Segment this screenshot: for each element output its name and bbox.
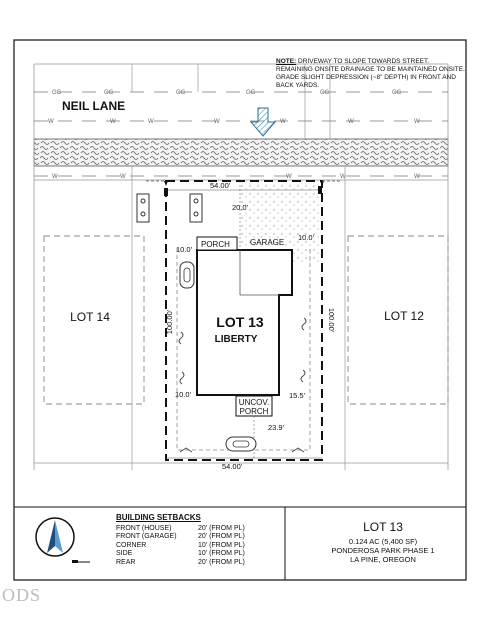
street-name: NEIL LANE xyxy=(62,99,126,113)
house-plan-name: LIBERTY xyxy=(214,334,258,345)
watermark-logo: ODS xyxy=(2,585,42,605)
utility-line-label: GG xyxy=(392,90,402,96)
building-setbacks-table xyxy=(116,514,245,567)
dim-right-rear-side: 15.5' xyxy=(289,391,306,400)
utility-line-label: W xyxy=(414,174,420,180)
dim-rear-width: 54.00' xyxy=(222,462,243,471)
utility-line-label: W xyxy=(214,119,220,125)
setback-row xyxy=(116,542,245,551)
note-text: DRIVEWAY TO SLOPE TOWARDS STREET. REMAINING ONSITE DRAINAGE TO BE MAINTAINED ONSITE. GRADE SLIGHT DEPRESSION (~8" DEPTH) IN FRONT AND BACK YARDS. xyxy=(276,58,465,89)
setback-value: 20' (FROM PL) xyxy=(198,558,245,566)
lot-13-title: LOT 13 xyxy=(216,314,264,330)
utility-line-label: W xyxy=(414,119,420,125)
setback-row xyxy=(116,559,245,568)
setback-value: 20' (FROM PL) xyxy=(198,533,245,540)
dim-right-front-side: 10.0' xyxy=(298,233,315,242)
utility-line-label: GG xyxy=(52,90,62,96)
porch-label: PORCH xyxy=(201,240,230,249)
dim-front-setback: 20.0' xyxy=(232,203,249,212)
lot-12-label: LOT 12 xyxy=(384,309,424,323)
setback-label: FRONT (HOUSE) xyxy=(116,524,172,532)
dim-right-depth: 100.00' xyxy=(327,307,336,333)
setback-label: FRONT (GARAGE) xyxy=(116,533,177,540)
utility-line-label: W xyxy=(286,174,292,180)
lot-info-subdivision: PONDEROSA PARK PHASE 1 xyxy=(331,546,435,555)
lot-info-title: LOT 13 xyxy=(363,520,403,534)
dim-left-rear-side: 10.0' xyxy=(175,390,192,399)
utility-line-label: W xyxy=(48,119,54,125)
dim-front-width: 54.00' xyxy=(210,181,231,190)
note-label: NOTE: xyxy=(276,58,297,65)
lot-info-block xyxy=(290,520,476,564)
utility-line-label: W xyxy=(348,119,354,125)
dim-left-depth: 100.00' xyxy=(165,309,174,335)
utility-line-label: GG xyxy=(320,90,330,96)
dim-left-front-side: 10.0' xyxy=(176,245,193,254)
gravel-shoulder xyxy=(34,139,448,166)
drainage-arrow-icon xyxy=(251,108,275,136)
garage-label: GARAGE xyxy=(250,238,285,247)
uncov-porch-label-2: PORCH xyxy=(239,407,269,416)
setback-label: CORNER xyxy=(116,541,147,549)
setback-value: 20' (FROM PL) xyxy=(198,524,245,532)
utility-line-label: W xyxy=(280,119,286,125)
uncov-porch-label-1: UNCOV. xyxy=(238,398,270,407)
setback-row xyxy=(116,533,245,542)
north-arrow-icon xyxy=(36,518,90,563)
utility-line-label: W xyxy=(52,174,58,180)
setback-value: 10' (FROM PL) xyxy=(198,541,245,549)
utility-line-label: W xyxy=(120,174,126,180)
setbacks-heading: BUILDING SETBACKS xyxy=(116,513,201,522)
setback-row xyxy=(116,550,245,559)
drainage-note xyxy=(276,58,466,90)
setback-label: REAR xyxy=(116,558,136,566)
lot-14-label: LOT 14 xyxy=(70,310,110,324)
utility-line-label: W xyxy=(340,174,346,180)
utility-line-label: GG xyxy=(246,90,256,96)
setback-row xyxy=(116,525,245,534)
dim-rear-setback: 23.9' xyxy=(268,423,285,432)
utility-line-label: GG xyxy=(104,90,114,96)
utility-box-icon xyxy=(137,194,202,222)
lot-info-location: LA PINE, OREGON xyxy=(350,555,416,564)
setback-label: SIDE xyxy=(116,550,133,557)
lot-info-area: 0.124 AC (5,400 SF) xyxy=(348,537,418,546)
utility-line-label: W xyxy=(148,119,154,125)
utility-line-label: W xyxy=(110,119,116,125)
utility-line-label: GG xyxy=(176,90,186,96)
setback-value: 10' (FROM PL) xyxy=(198,550,245,557)
